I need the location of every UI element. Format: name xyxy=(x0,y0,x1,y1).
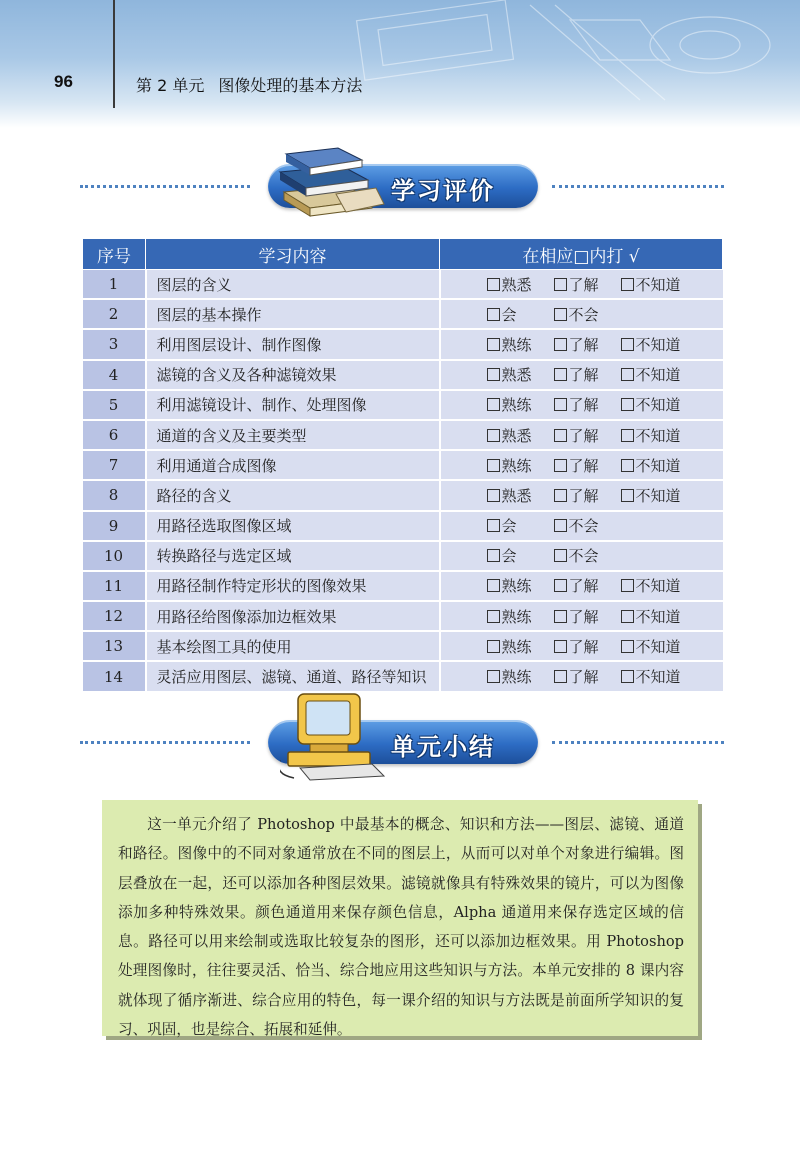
checkbox-icon[interactable] xyxy=(554,640,567,653)
column-header-assessment: 在相应□内打 √ xyxy=(440,239,723,270)
row-content: 用路径给图像添加边框效果 xyxy=(146,601,440,631)
assessment-option[interactable] xyxy=(554,364,621,385)
row-options xyxy=(440,511,723,541)
computer-icon xyxy=(280,690,390,782)
row-options xyxy=(440,601,723,631)
checkbox-icon[interactable] xyxy=(554,368,567,381)
checkbox-icon[interactable] xyxy=(487,640,500,653)
assessment-option[interactable] xyxy=(487,606,554,627)
option-label: 会 xyxy=(501,547,517,566)
column-header-number: 序号 xyxy=(83,239,146,270)
option-label: 熟练 xyxy=(501,456,532,475)
assessment-option[interactable] xyxy=(621,425,688,446)
row-options xyxy=(440,360,723,390)
unit-label: 第 2 单元 xyxy=(136,76,205,95)
option-label: 熟练 xyxy=(501,607,532,626)
checkbox-icon[interactable] xyxy=(554,398,567,411)
checkbox-icon[interactable] xyxy=(621,398,634,411)
assessment-option[interactable] xyxy=(487,394,554,415)
dotted-rule-left xyxy=(80,185,250,188)
checkbox-icon[interactable] xyxy=(621,640,634,653)
books-icon xyxy=(276,142,386,222)
option-label: 熟练 xyxy=(501,577,532,596)
row-options xyxy=(440,631,723,661)
page-number: 96 xyxy=(54,72,73,91)
assessment-option[interactable] xyxy=(621,575,688,596)
page-header xyxy=(0,0,800,128)
assessment-option[interactable] xyxy=(554,394,621,415)
assessment-option[interactable] xyxy=(554,334,621,355)
checkbox-icon[interactable] xyxy=(621,459,634,472)
assessment-option[interactable] xyxy=(487,455,554,476)
row-content: 路径的含义 xyxy=(146,480,440,510)
table-row xyxy=(83,299,723,329)
option-label: 了解 xyxy=(568,366,599,385)
checkbox-icon[interactable] xyxy=(487,398,500,411)
assessment-option[interactable] xyxy=(554,485,621,506)
checkbox-icon[interactable] xyxy=(554,670,567,683)
assessment-option[interactable] xyxy=(554,304,621,325)
option-label: 了解 xyxy=(568,486,599,505)
option-label: 了解 xyxy=(568,668,599,687)
row-content: 图层的基本操作 xyxy=(146,299,440,329)
checkbox-icon[interactable] xyxy=(487,338,500,351)
row-number: 3 xyxy=(83,329,146,359)
table-row xyxy=(83,601,723,631)
row-number: 7 xyxy=(83,450,146,480)
assessment-option[interactable] xyxy=(554,274,621,295)
assessment-option[interactable] xyxy=(487,304,554,325)
option-label: 熟练 xyxy=(501,637,532,656)
row-number: 5 xyxy=(83,390,146,420)
row-number: 14 xyxy=(83,661,146,691)
evaluation-banner xyxy=(80,142,720,242)
row-content: 基本绘图工具的使用 xyxy=(146,631,440,661)
unit-heading xyxy=(136,73,362,96)
row-content: 滤镜的含义及各种滤镜效果 xyxy=(146,360,440,390)
column-header-content: 学习内容 xyxy=(146,239,440,270)
row-options xyxy=(440,270,723,300)
checkbox-icon[interactable] xyxy=(487,429,500,442)
option-label: 了解 xyxy=(568,637,599,656)
option-label: 了解 xyxy=(568,456,599,475)
row-number: 10 xyxy=(83,541,146,571)
row-content: 利用滤镜设计、制作、处理图像 xyxy=(146,390,440,420)
row-options xyxy=(440,480,723,510)
assessment-option[interactable] xyxy=(621,394,688,415)
table-row xyxy=(83,571,723,601)
assessment-option[interactable] xyxy=(621,636,688,657)
row-content: 通道的含义及主要类型 xyxy=(146,420,440,450)
dotted-rule-right xyxy=(552,741,724,744)
row-options xyxy=(440,450,723,480)
row-options xyxy=(440,541,723,571)
assessment-option[interactable] xyxy=(554,575,621,596)
checkbox-icon[interactable] xyxy=(554,519,567,532)
checkbox-icon[interactable] xyxy=(621,368,634,381)
checkbox-icon[interactable] xyxy=(487,670,500,683)
row-content: 利用通道合成图像 xyxy=(146,450,440,480)
option-label: 熟悉 xyxy=(501,486,532,505)
assessment-option[interactable] xyxy=(487,425,554,446)
table-row xyxy=(83,450,723,480)
evaluation-table-body xyxy=(83,270,723,692)
checkbox-icon[interactable] xyxy=(621,278,634,291)
assessment-option[interactable] xyxy=(621,274,688,295)
checkbox-icon[interactable] xyxy=(487,308,500,321)
option-label: 不知道 xyxy=(635,366,681,385)
checkbox-icon[interactable] xyxy=(487,610,500,623)
option-label: 不知道 xyxy=(635,335,681,354)
option-label: 不知道 xyxy=(635,577,681,596)
summary-title: 单元小结 xyxy=(391,733,495,761)
checkbox-icon[interactable] xyxy=(621,338,634,351)
option-label: 熟练 xyxy=(501,396,532,415)
checkbox-icon[interactable] xyxy=(554,489,567,502)
assessment-option[interactable] xyxy=(554,545,621,566)
row-options xyxy=(440,420,723,450)
option-label: 熟练 xyxy=(501,668,532,687)
checkbox-icon[interactable] xyxy=(554,429,567,442)
option-label: 熟练 xyxy=(501,335,532,354)
checkbox-icon[interactable] xyxy=(621,610,634,623)
assessment-option[interactable] xyxy=(621,485,688,506)
dotted-rule-left xyxy=(80,741,250,744)
summary-text: 这一单元介绍了 Photoshop 中最基本的概念、知识和方法——图层、滤镜、通道和路径。图像中的不同对象通常放在不同的图层上，从而可以对单个对象进行编辑。图层叠放在一起，还可以添加各种图层效果。滤镜就像具有特殊效果的镜片，可以为图像添加多种特殊效果。颜色通道用来保存颜色信息，Alpha 通道用来保存选定区域的信息。路径可以用来绘制或选取比较复杂的图形，还可以添加边框效果。用 Photoshop 处理图像时，往往要灵活、恰当、综合地应用这些知识与方法。本单元安排的 8 课内容就体现了循序渐进、综合应用的特色，每一课介绍的知识与方法既是前面所学知识的复习、巩固，也是综合、拓展和延伸。 xyxy=(118,816,684,1039)
option-label: 不知道 xyxy=(635,668,681,687)
checkbox-icon[interactable] xyxy=(487,489,500,502)
option-label: 不知道 xyxy=(635,456,681,475)
option-label: 不知道 xyxy=(635,426,681,445)
assessment-option[interactable] xyxy=(487,575,554,596)
checkbox-icon[interactable] xyxy=(487,549,500,562)
assessment-option[interactable] xyxy=(487,364,554,385)
assessment-option[interactable] xyxy=(554,606,621,627)
checkbox-icon[interactable] xyxy=(554,459,567,472)
table-row xyxy=(83,329,723,359)
option-label: 了解 xyxy=(568,396,599,415)
row-content: 用路径制作特定形状的图像效果 xyxy=(146,571,440,601)
option-label: 不会 xyxy=(568,547,599,566)
summary-box xyxy=(102,800,698,1039)
row-content: 图层的含义 xyxy=(146,270,440,300)
table-row xyxy=(83,480,723,510)
row-options xyxy=(440,661,723,691)
dotted-rule-right xyxy=(552,185,724,188)
row-number: 11 xyxy=(83,571,146,601)
row-number: 9 xyxy=(83,511,146,541)
checkbox-icon[interactable] xyxy=(554,549,567,562)
option-label: 熟悉 xyxy=(501,275,532,294)
checkbox-icon[interactable] xyxy=(487,278,500,291)
table-row xyxy=(83,541,723,571)
row-content: 利用图层设计、制作图像 xyxy=(146,329,440,359)
assessment-option[interactable] xyxy=(554,636,621,657)
option-label: 不会 xyxy=(568,517,599,536)
table-row xyxy=(83,270,723,300)
checkbox-icon[interactable] xyxy=(554,338,567,351)
evaluation-title: 学习评价 xyxy=(391,177,495,205)
checkbox-icon[interactable] xyxy=(487,519,500,532)
row-options xyxy=(440,390,723,420)
row-number: 6 xyxy=(83,420,146,450)
evaluation-table xyxy=(82,238,723,693)
summary-banner xyxy=(80,698,720,798)
table-row xyxy=(83,390,723,420)
assessment-option[interactable] xyxy=(621,364,688,385)
assessment-option[interactable] xyxy=(554,515,621,536)
option-label: 不知道 xyxy=(635,607,681,626)
option-label: 不会 xyxy=(568,305,599,324)
row-content: 灵活应用图层、滤镜、通道、路径等知识 xyxy=(146,661,440,691)
checkbox-icon[interactable] xyxy=(621,429,634,442)
assessment-option[interactable] xyxy=(621,606,688,627)
assessment-option[interactable] xyxy=(621,334,688,355)
checkbox-icon[interactable] xyxy=(554,278,567,291)
unit-title: 图像处理的基本方法 xyxy=(218,76,363,95)
option-label: 会 xyxy=(501,517,517,536)
option-label: 了解 xyxy=(568,607,599,626)
assessment-option[interactable] xyxy=(487,334,554,355)
checkbox-icon[interactable] xyxy=(554,579,567,592)
table-row xyxy=(83,360,723,390)
option-label: 了解 xyxy=(568,577,599,596)
option-label: 会 xyxy=(501,305,517,324)
assessment-option[interactable] xyxy=(487,666,554,687)
row-number: 2 xyxy=(83,299,146,329)
assessment-option[interactable] xyxy=(487,515,554,536)
checkbox-icon[interactable] xyxy=(621,489,634,502)
assessment-option[interactable] xyxy=(487,274,554,295)
header-decoration-graphic xyxy=(340,0,800,120)
assessment-option[interactable] xyxy=(554,425,621,446)
checkbox-icon[interactable] xyxy=(621,670,634,683)
checkbox-icon[interactable] xyxy=(621,579,634,592)
assessment-option[interactable] xyxy=(621,455,688,476)
option-label: 熟悉 xyxy=(501,366,532,385)
option-label: 了解 xyxy=(568,426,599,445)
option-label: 熟悉 xyxy=(501,426,532,445)
table-row xyxy=(83,661,723,691)
table-row xyxy=(83,420,723,450)
row-number: 4 xyxy=(83,360,146,390)
header-divider xyxy=(113,0,115,108)
option-label: 不知道 xyxy=(635,275,681,294)
checkbox-icon[interactable] xyxy=(487,579,500,592)
option-label: 不知道 xyxy=(635,486,681,505)
row-options xyxy=(440,299,723,329)
assessment-option[interactable] xyxy=(554,455,621,476)
assessment-option[interactable] xyxy=(554,666,621,687)
option-label: 不知道 xyxy=(635,396,681,415)
row-options xyxy=(440,571,723,601)
table-header-row xyxy=(83,239,723,270)
row-content: 转换路径与选定区域 xyxy=(146,541,440,571)
assessment-option[interactable] xyxy=(487,545,554,566)
option-label: 了解 xyxy=(568,275,599,294)
checkbox-icon[interactable] xyxy=(554,610,567,623)
assessment-option[interactable] xyxy=(487,485,554,506)
checkbox-icon[interactable] xyxy=(487,459,500,472)
row-number: 13 xyxy=(83,631,146,661)
checkbox-icon[interactable] xyxy=(487,368,500,381)
table-row xyxy=(83,511,723,541)
row-number: 8 xyxy=(83,480,146,510)
checkbox-icon[interactable] xyxy=(554,308,567,321)
row-content: 用路径选取图像区域 xyxy=(146,511,440,541)
option-label: 不知道 xyxy=(635,637,681,656)
row-number: 12 xyxy=(83,601,146,631)
row-number: 1 xyxy=(83,270,146,300)
option-label: 了解 xyxy=(568,335,599,354)
table-row xyxy=(83,631,723,661)
assessment-option[interactable] xyxy=(621,666,688,687)
assessment-option[interactable] xyxy=(487,636,554,657)
row-options xyxy=(440,329,723,359)
